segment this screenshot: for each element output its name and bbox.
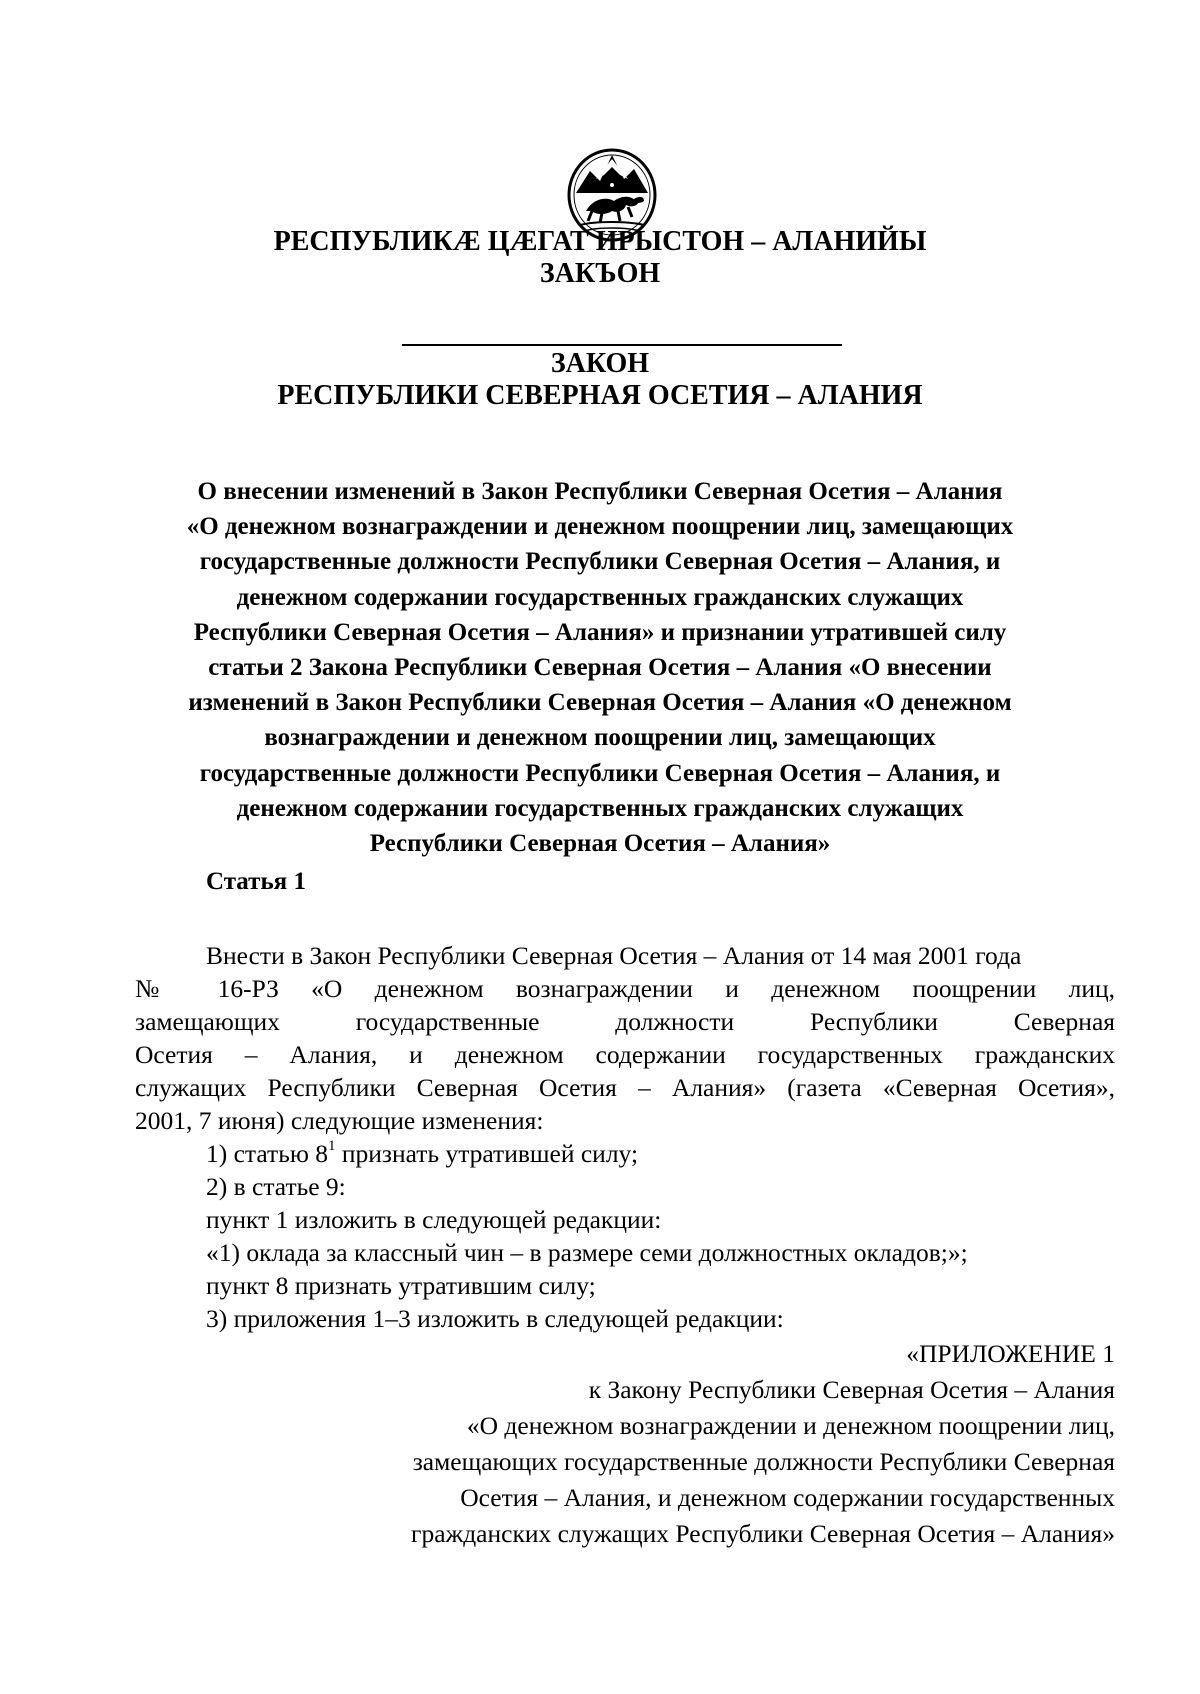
article-intro-line: № 16-РЗ «О денежном вознаграждении и денежном поощрении лиц, [135,974,1115,1003]
article-item-3: 3) приложения 1–3 изложить в следующей редакции: [206,1304,784,1333]
law-title-line: Республики Северная Осетия – Алания» [369,830,831,858]
law-title-line: «О денежном вознаграждении и денежном поощрении лиц, замещающих [186,513,1014,541]
law-title-line: изменений в Закон Республики Северная Осетия – Алания «О денежном [188,689,1012,717]
header-ossetian-line1: РЕСПУБЛИКӔ ЦӔГАТ ИРЫСТОН – АЛАНИЙЫ [273,226,927,257]
law-title-line: денежном содержании государственных гражданских служащих [236,583,964,611]
header-ossetian-line2: ЗАКЪОН [539,258,661,289]
article-point-1-text: «1) оклада за классный чин – в размере семи должностных окладов;»; [206,1238,968,1267]
header-russian-line1: ЗАКОН [550,348,650,379]
law-title-line: статьи 2 Закона Республики Северная Осетия – Алания «О внесении [208,654,992,682]
article-intro-line: Осетия – Алания, и денежном содержании государственных гражданских [135,1040,1115,1069]
header-russian-line2: РЕСПУБЛИКИ СЕВЕРНАЯ ОСЕТИЯ – АЛАНИЯ [277,380,923,411]
article-heading: Статья 1 [206,868,306,895]
law-title-line: государственные должности Республики Северная Осетия – Алания, и [199,548,1001,576]
law-title-line: денежном содержании государственных гражданских служащих [236,794,964,822]
law-title [120,474,1080,861]
article-point-8: пункт 8 признать утратившим силу; [206,1271,596,1300]
article-point-1-intro: пункт 1 изложить в следующей редакции: [206,1205,662,1234]
article-item-2: 2) в статье 9: [206,1172,346,1201]
article-item-1-rest: признать утратившей силу; [335,1139,639,1168]
article-intro-line: Внести в Закон Республики Северная Осетия – Алания от 14 мая 2001 года [206,941,1022,970]
law-title-line: государственные должности Республики Северная Осетия – Алания, и [199,759,1001,787]
appendix-line: «О денежном вознаграждении и денежном поощрении лиц, [466,1411,1115,1440]
article-intro-line: 2001, 7 июня) следующие изменения: [135,1106,544,1135]
appendix-line: к Закону Республики Северная Осетия – Алания [588,1375,1115,1404]
law-title-line: О внесении изменений в Закон Республики Северная Осетия – Алания [197,478,1003,505]
law-title-line: вознаграждении и денежном поощрении лиц, замещающих [264,724,936,752]
article-intro-line: служащих Республики Северная Осетия – Алания» (газета «Северная Осетия», [135,1073,1115,1102]
article-item-1-text: 1) статью 8 [206,1139,328,1168]
appendix-title: «ПРИЛОЖЕНИЕ 1 [906,1339,1115,1368]
appendix-line: Осетия – Алания, и денежном содержании государственных [460,1483,1115,1512]
appendix-line: замещающих государственные должности Республики Северная [412,1447,1115,1476]
article-intro-line: замещающих государственные должности Республики Северная [135,1007,1115,1036]
appendix-line: гражданских служащих Республики Северная Осетия – Алания» [411,1519,1115,1548]
law-title-line: Республики Северная Осетия – Алания» и признании утратившей силу [193,618,1007,646]
article-item-1 [206,1138,638,1170]
article-item-1-superscript: 1 [328,1138,336,1154]
